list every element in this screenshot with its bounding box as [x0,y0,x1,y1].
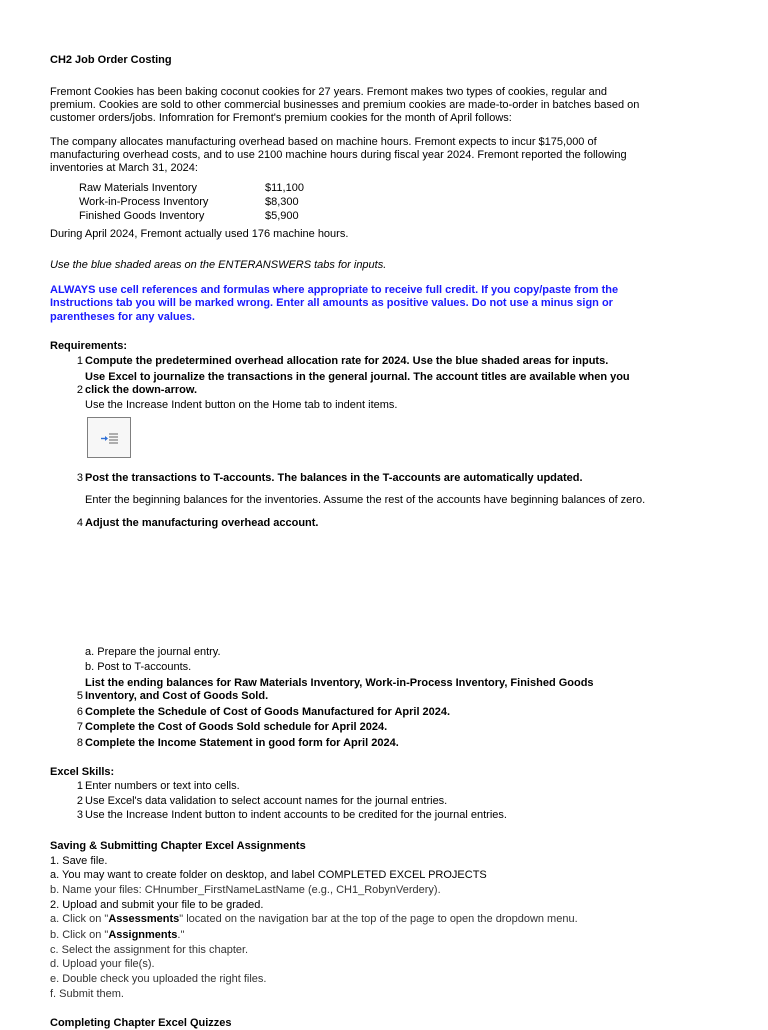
warning-line: ALWAYS use cell references and formulas where appropriate to receive full credit. If you copy/paste from the [50,284,619,296]
increase-indent-icon [101,433,119,444]
inventory-value: $8,300 [265,196,299,208]
requirement-number: 6 [76,706,83,718]
blue-shaded-note: Use the blue shaded areas on the ENTERANSWERS tabs for inputs. [50,259,387,271]
requirement-text: Post the transactions to T-accounts. The balances in the T-accounts are automatically updated. [85,472,583,484]
skill-text: Enter numbers or text into cells. [85,780,240,792]
intro-line: premium. Cookies are sold to other commercial businesses and premium cookies are made-to-order in batches based on [50,99,640,111]
requirement-text: Complete the Schedule of Cost of Goods Manufactured for April 2024. [85,706,451,718]
overhead-paragraph-line: manufacturing overhead costs, and to use 2100 machine hours during fiscal year 2024. Fremont reported the following [50,149,627,161]
saving-step: a. Click on "Assessments" located on the navigation bar at the top of the page to open the dropdown menu. [50,913,578,925]
saving-step: e. Double check you uploaded the right files. [50,973,267,985]
saving-step: 1. Save file. [50,855,108,867]
warning-line: Instructions tab you will be marked wrong. Enter all amounts as positive values. Do not use a minus sign or [50,297,613,309]
page-title: CH2 Job Order Costing [50,54,172,66]
skill-text: Use the Increase Indent button to indent accounts to be credited for the journal entries. [85,809,507,821]
requirement-text: Adjust the manufacturing overhead account. [85,517,319,529]
requirement-number: 7 [76,721,83,733]
requirement-number: 4 [76,517,83,529]
requirement-text: Compute the predetermined overhead allocation rate for 2024. Use the blue shaded areas for inputs. [85,355,609,367]
saving-step: c. Select the assignment for this chapter. [50,944,249,956]
requirement-number: 8 [76,737,83,749]
overhead-paragraph-line: inventories at March 31, 2024: [50,162,198,174]
warning-line: parentheses for any values. [50,311,195,323]
requirement-number: 5 [76,690,83,702]
intro-line: customer orders/jobs. Infomration for Fremont's premium cookies for the month of April follows: [50,112,512,124]
inventory-label: Finished Goods Inventory [79,210,205,222]
saving-step: a. You may want to create folder on desktop, and label COMPLETED EXCEL PROJECTS [50,869,487,881]
inventory-value: $11,100 [265,182,304,194]
requirement-text: List the ending balances for Raw Materials Inventory, Work-in-Process Inventory, Finished Goods [85,677,594,689]
saving-step: 2. Upload and submit your file to be graded. [50,899,264,911]
inventory-label: Work-in-Process Inventory [79,196,209,208]
requirement-text: Complete the Income Statement in good form for April 2024. [85,737,399,749]
saving-step: f. Submit them. [50,988,124,1000]
saving-heading: Saving & Submitting Chapter Excel Assignments [50,840,306,852]
requirement-number: 3 [76,472,83,484]
quizzes-heading: Completing Chapter Excel Quizzes [50,1017,232,1029]
intro-line: Fremont Cookies has been baking coconut cookies for 27 years. Fremont makes two types of cookies, regular and [50,86,608,98]
saving-step: d. Upload your file(s). [50,958,155,970]
requirement-note: Enter the beginning balances for the inventories. Assume the rest of the accounts have beginning balances of zero. [85,494,646,506]
skill-text: Use Excel's data validation to select account names for the journal entries. [85,795,448,807]
requirements-heading: Requirements: [50,340,128,352]
requirement-note: Use the Increase Indent button on the Home tab to indent items. [85,399,398,411]
saving-step: b. Name your files: CHnumber_FirstNameLastName (e.g., CH1_RobynVerdery). [50,884,441,896]
excel-skills-heading: Excel Skills: [50,766,115,778]
requirement-text: Inventory, and Cost of Goods Sold. [85,690,269,702]
overhead-paragraph-line: The company allocates manufacturing overhead based on machine hours. Fremont expects to incur $175,000 of [50,136,597,148]
requirement-text: Complete the Cost of Goods Sold schedule for April 2024. [85,721,388,733]
requirement-number: 2 [76,384,83,396]
requirement-number: 1 [76,355,83,367]
requirement-subitem: b. Post to T-accounts. [85,661,192,673]
requirement-text: click the down-arrow. [85,384,198,396]
increase-indent-button-image [87,417,131,458]
skill-number: 1 [76,780,83,792]
inventory-value: $5,900 [265,210,299,222]
skill-number: 3 [76,809,83,821]
requirement-subitem: a. Prepare the journal entry. [85,646,221,658]
saving-step: b. Click on "Assignments." [50,929,185,941]
skill-number: 2 [76,795,83,807]
inventory-label: Raw Materials Inventory [79,182,197,194]
machine-hours-line: During April 2024, Fremont actually used 176 machine hours. [50,228,349,240]
requirement-text: Use Excel to journalize the transactions in the general journal. The account titles are available when you [85,371,630,383]
